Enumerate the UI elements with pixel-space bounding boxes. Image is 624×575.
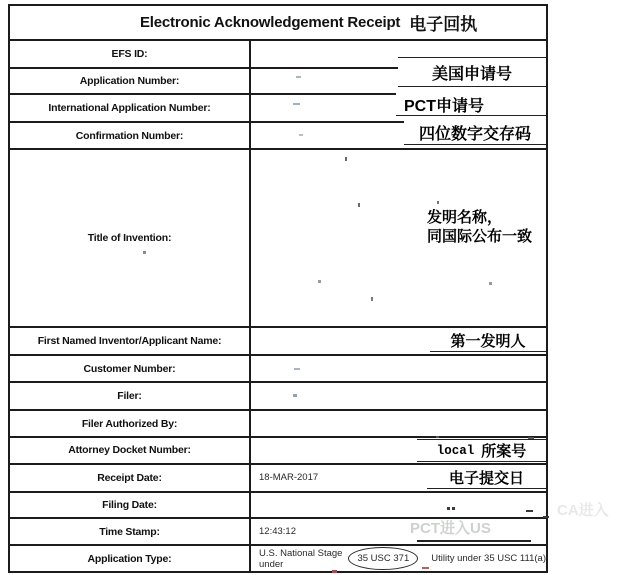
row-label: Filing Date: — [10, 493, 251, 518]
row-value: 18-MAR-2017 — [259, 472, 319, 484]
row-label: Receipt Date: — [10, 465, 251, 491]
artifact-speck — [296, 76, 301, 78]
artifact-line — [417, 540, 531, 542]
annotation-box-receipt-date: 电子提交日 — [427, 466, 546, 489]
ghost-text-pct-entry: PCT进入US — [410, 520, 491, 537]
artifact-speck — [452, 507, 455, 510]
row-value — [251, 493, 546, 518]
artifact-speck — [489, 282, 492, 285]
redact-mark — [422, 567, 429, 569]
artifact-speck — [437, 201, 439, 204]
row-label: Filer Authorized By: — [10, 411, 251, 436]
row-value — [251, 546, 546, 571]
artifact-speck — [293, 394, 297, 397]
row-label: Time Stamp: — [10, 519, 251, 544]
row-label: Application Number: — [10, 69, 251, 94]
row-application-type — [10, 544, 546, 571]
row-label: Customer Number: — [10, 356, 251, 381]
artifact-speck — [345, 157, 347, 161]
artifact-speck — [358, 203, 360, 207]
annotation-box-international-application-number: PCT申请号 — [396, 93, 546, 116]
artifact-speck — [543, 516, 549, 518]
row-label: EFS ID: — [10, 41, 251, 67]
annotation-box-confirmation-number: 四位数字交存码 — [404, 121, 546, 145]
row-label: Filer: — [10, 383, 251, 409]
artifact-speck — [528, 437, 534, 439]
row-label: Application Type: — [10, 546, 251, 571]
annotation-title-line1: 发明名称， — [427, 209, 503, 226]
ellipse-annotation: 35 USC 371 — [348, 547, 418, 570]
annotation-box-first-named-inventor: 第一发明人 — [430, 330, 546, 352]
artifact-speck — [318, 280, 321, 283]
row-filer-authorized-by — [10, 409, 546, 436]
artifact-speck — [294, 368, 300, 370]
artifact-speck — [371, 297, 373, 301]
application-type-text-right: Utility under 35 USC 111(a) — [431, 553, 546, 565]
row-customer-number — [10, 354, 546, 381]
attorney-docket-prefix: local — [436, 443, 475, 458]
header-title: Electronic Acknowledgement Receipt — [140, 13, 401, 31]
row-filing-date — [10, 491, 546, 518]
artifact-speck — [293, 103, 300, 105]
row-value — [251, 411, 546, 436]
artifact-speck — [143, 251, 146, 254]
ghost-text-right-margin: CA进入 — [557, 502, 609, 519]
header-annotation-zh: 电子回执 — [409, 14, 478, 34]
annotation-box-application-number: 美国申请号 — [398, 57, 546, 87]
header-row — [10, 6, 546, 39]
row-label: Confirmation Number: — [10, 123, 251, 148]
annotation-box-attorney-docket — [417, 439, 546, 462]
row-value: 12:43:12 — [259, 526, 296, 538]
row-label: International Application Number: — [10, 95, 251, 121]
artifact-speck — [299, 134, 303, 136]
attorney-docket-zh: 所案号 — [481, 443, 527, 460]
artifact-speck — [436, 436, 439, 438]
annotation-title-line2: 同国际公布一致 — [427, 228, 533, 245]
row-label: Attorney Docket Number: — [10, 438, 251, 463]
artifact-speck — [526, 510, 533, 512]
annotation-title-of-invention — [427, 208, 532, 246]
redact-mark — [332, 570, 337, 573]
row-label: First Named Inventor/Applicant Name: — [10, 328, 251, 355]
artifact-speck — [447, 507, 450, 510]
application-type-text: U.S. National Stage under — [259, 547, 343, 570]
row-label: Title of Invention: — [10, 150, 251, 326]
row-filer — [10, 381, 546, 409]
